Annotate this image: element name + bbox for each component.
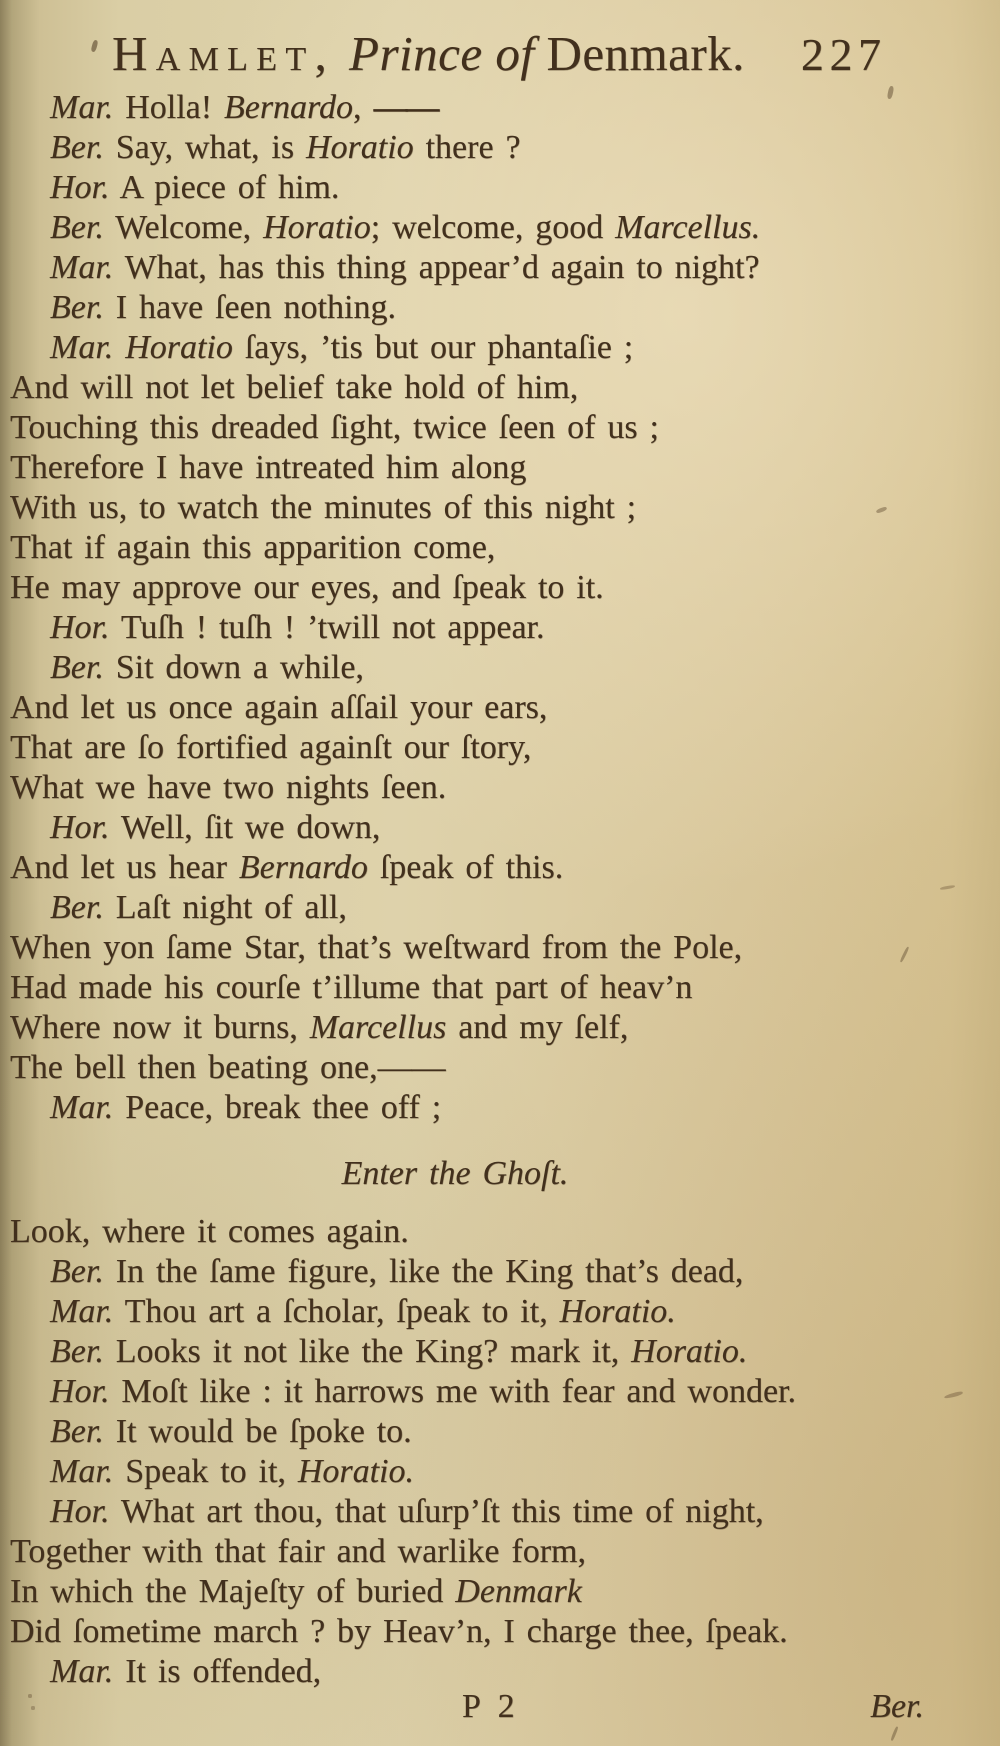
text-segment-italic: Bernardo	[238, 849, 368, 886]
text-segment-italic: Ber.	[50, 209, 104, 246]
text-line	[10, 1048, 900, 1088]
text-segment-italic: Ber.	[50, 649, 104, 686]
text-segment: Together with that fair and warlike form,	[10, 1533, 586, 1570]
text-line	[10, 688, 900, 728]
text-segment-italic: Mar.	[50, 249, 114, 286]
text-segment-italic: Hor.	[50, 169, 110, 206]
catchword: Ber.	[870, 1688, 924, 1725]
text-segment-italic: Hor.	[50, 809, 110, 846]
signature-mark: P 2	[462, 1688, 520, 1725]
text-segment: When yon ſame Star, that’s weſtward from the Pole,	[10, 929, 743, 966]
text-line	[10, 328, 900, 368]
text-segment	[113, 329, 125, 366]
text-segment: Thou art a ſcholar, ſpeak to it,	[113, 1293, 560, 1330]
text-line	[10, 568, 900, 608]
header-title-prince-of: Prince of	[349, 26, 535, 81]
text-segment-italic: Mar.	[50, 1653, 114, 1690]
text-line	[10, 648, 900, 688]
text-segment: ,	[353, 89, 374, 126]
text-segment: ſays, ’tis but our phantaſie ;	[232, 329, 634, 366]
text-segment: Well, ſit we down,	[109, 809, 381, 846]
text-line	[10, 768, 900, 808]
text-segment-italic: Mar.	[50, 1293, 114, 1330]
text-segment: That are ſo fortified againſt our ſtory,	[10, 729, 532, 766]
text-line	[10, 1532, 900, 1572]
text-segment: In which the Majeſty of buried	[10, 1573, 456, 1610]
text-segment: Tuſh ! tuſh ! ’twill not appear.	[109, 609, 545, 646]
text-line	[10, 1412, 900, 1452]
text-segment-italic: Horatio	[125, 329, 233, 366]
text-line	[10, 408, 900, 448]
text-segment-italic: Hor.	[50, 1493, 110, 1530]
text-line	[10, 1252, 900, 1292]
ink-speck	[890, 1726, 898, 1741]
text-line	[10, 608, 900, 648]
text-segment: What we have two nights ſeen.	[10, 769, 447, 806]
text-line	[10, 1008, 900, 1048]
text-segment: With us, to watch the minutes of this night ;	[10, 489, 637, 526]
page-number: 227	[800, 29, 887, 80]
text-line	[10, 128, 900, 168]
text-segment: ; welcome, good	[370, 209, 616, 246]
text-line	[10, 528, 900, 568]
text-segment: It is offended,	[113, 1653, 322, 1690]
text-segment: Touching this dreaded ſight, twice ſeen of us ;	[10, 409, 659, 446]
text-segment-italic: Ber.	[50, 889, 104, 926]
text-segment-italic: Horatio.	[559, 1293, 676, 1330]
stage-direction: Enter the Ghoſt.	[341, 1155, 569, 1192]
text-line	[10, 1572, 900, 1612]
text-line	[10, 1372, 900, 1412]
text-segment: Looks it not like the King? mark it,	[103, 1333, 632, 1370]
text-line	[10, 888, 900, 928]
text-segment: A piece of him.	[109, 169, 340, 206]
text-line	[10, 928, 900, 968]
text-line	[10, 728, 900, 768]
header-title-hamlet: Hamlet,	[112, 26, 336, 81]
text-segment-italic: Mar.	[50, 329, 114, 366]
text-segment-italic: Marcellus.	[615, 209, 761, 246]
text-segment: and my ſelf,	[446, 1009, 629, 1046]
text-line	[10, 1652, 900, 1692]
text-segment-italic: Hor.	[50, 609, 110, 646]
text-line	[10, 1212, 900, 1252]
text-segment-italic: Bernardo	[223, 89, 354, 126]
text-segment: And let us once again aſſail your ears,	[10, 689, 548, 726]
text-segment-italic: Hor.	[50, 1373, 110, 1410]
text-segment-italic: Mar.	[50, 89, 114, 126]
text-segment: Sit down a while,	[103, 649, 364, 686]
text-line	[10, 248, 900, 288]
text-segment: Say, what, is	[103, 129, 306, 166]
text-segment-italic: Ber.	[50, 1253, 104, 1290]
text-segment-italic: Horatio.	[631, 1333, 748, 1370]
text-line	[10, 1452, 900, 1492]
text-line	[10, 488, 900, 528]
text-line	[10, 168, 900, 208]
text-segment-italic: Mar.	[50, 1089, 114, 1126]
text-segment-italic: Horatio.	[297, 1453, 415, 1490]
text-line	[10, 368, 900, 408]
text-line	[10, 208, 900, 248]
text-segment-italic: Horatio	[306, 129, 414, 166]
text-segment: Where now it burns,	[10, 1009, 310, 1046]
text-segment: And let us hear	[10, 849, 239, 886]
text-segment: I have ſeen nothing.	[103, 289, 396, 326]
text-segment-italic: Ber.	[50, 289, 104, 326]
text-segment: What art thou, that uſurp’ſt this time of night,	[109, 1493, 764, 1530]
text-line	[10, 448, 900, 488]
text-segment: What, has this thing appear’d again to night?	[113, 249, 760, 286]
text-segment-italic: Ber.	[50, 129, 104, 166]
text-line	[10, 1612, 900, 1652]
text-segment: Peace, break thee off ;	[113, 1089, 442, 1126]
text-segment-italic: Ber.	[50, 1333, 104, 1370]
text-segment: He may approve our eyes, and ſpeak to it.	[10, 569, 604, 606]
text-segment-italic: Ber.	[50, 1413, 104, 1450]
text-line	[10, 848, 900, 888]
text-segment: Laſt night of all,	[103, 889, 347, 926]
text-line	[10, 288, 900, 328]
text-segment: ſpeak of this.	[367, 849, 564, 886]
text-segment: The bell then beating one,	[10, 1049, 378, 1086]
text-line	[10, 808, 900, 848]
text-segment-italic: Denmark	[455, 1573, 582, 1610]
ink-speck	[28, 1694, 32, 1698]
text-segment: Therefore I have intreated him along	[10, 449, 527, 486]
text-segment: ——	[377, 1049, 446, 1086]
text-segment: Had made his courſe t’illume that part of heav’n	[10, 969, 693, 1006]
text-segment-italic: Horatio	[263, 209, 371, 246]
running-header	[0, 26, 1000, 83]
text-block	[0, 88, 1000, 1692]
text-segment: Did ſometime march ? by Heav’n, I charge thee, ſpeak.	[10, 1613, 788, 1650]
text-line	[10, 968, 900, 1008]
text-segment: It would be ſpoke to.	[103, 1413, 412, 1450]
text-segment: Welcome,	[103, 209, 264, 246]
text-segment: Look, where it comes again.	[10, 1213, 409, 1250]
text-segment-italic: Marcellus	[309, 1009, 447, 1046]
text-line	[10, 1492, 900, 1532]
text-segment: Holla!	[113, 89, 224, 126]
text-segment: Speak to it,	[113, 1453, 298, 1490]
text-line	[10, 88, 900, 128]
text-segment: Moſt like : it harrows me with fear and wonder.	[109, 1373, 796, 1410]
text-segment: ——	[373, 89, 438, 126]
text-segment-italic: Mar.	[50, 1453, 114, 1490]
text-segment: That if again this apparition come,	[10, 529, 496, 566]
text-line	[10, 1292, 900, 1332]
text-line	[10, 1332, 900, 1372]
text-line	[10, 1088, 900, 1128]
text-segment: there ?	[413, 129, 521, 166]
header-title-denmark: Denmark.	[546, 26, 745, 81]
text-segment: And will not let belief take hold of him,	[10, 369, 579, 406]
text-segment: In the ſame figure, like the King that’s dead,	[103, 1253, 744, 1290]
